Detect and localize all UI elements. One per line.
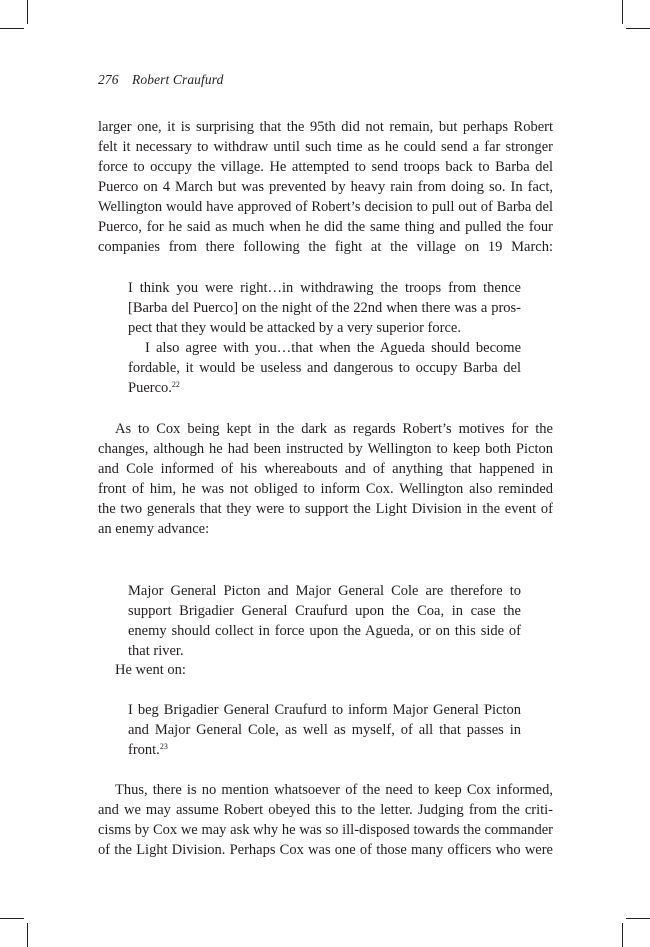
- paragraph: [98, 419, 553, 539]
- text-line: Wellington would have approved of Robert’s decision to pull out of Barba del: [98, 199, 553, 215]
- quote-line: I beg Brigadier General Craufurd to inform Major General Picton: [128, 702, 521, 718]
- text-line: the two generals that they were to support the Light Division in the event of: [98, 501, 553, 517]
- footnote-ref[interactable]: 23: [159, 742, 168, 751]
- text-line: and we may assume Robert obeyed this to the letter. Judging from the criti-: [98, 802, 553, 818]
- block-quote: [98, 278, 553, 398]
- quote-line: enemy should collect in force upon the Agueda, or on this side of: [128, 623, 521, 639]
- quote-line: that river.: [128, 643, 184, 659]
- text-line: changes, although he had been instructed by Wellington to keep both Picton: [98, 441, 553, 457]
- text-line: Thus, there is no mention whatsoever of the need to keep Cox informed,: [115, 782, 553, 798]
- text-line: cisms by Cox we may ask why he was so ill-disposed towards the commander: [98, 822, 553, 838]
- quote-line: and Major General Cole, as well as myself, of all that passes in: [128, 722, 521, 738]
- quote-line: pect that they would be attacked by a very superior force.: [128, 320, 461, 336]
- paragraph: [98, 117, 553, 257]
- quote-line: Major General Picton and Major General Cole are therefore to: [128, 583, 521, 599]
- quote-line: fordable, it would be useless and dangerous to occupy Barba del: [128, 360, 521, 376]
- quote-line: support Brigadier General Craufurd upon the Coa, in case the: [128, 603, 521, 619]
- text-line: Puerco on 4 March but was prevented by heavy rain from doing so. In fact,: [98, 179, 553, 195]
- text-line: larger one, it is surprising that the 95th did not remain, but perhaps Robert: [98, 119, 553, 135]
- text-line: an enemy advance:: [98, 521, 210, 537]
- quote-text: front.: [128, 742, 160, 758]
- crop-mark: [622, 0, 623, 24]
- block-quote: [98, 700, 553, 760]
- crop-mark: [27, 923, 28, 947]
- crop-mark: [0, 28, 24, 29]
- text-line: of the Light Division. Perhaps Cox was one of those many officers who were: [98, 842, 553, 858]
- quote-line: [98, 740, 553, 760]
- running-title: Robert Craufurd: [132, 72, 224, 87]
- quote-line: I also agree with you…that when the Agueda should become: [145, 340, 521, 356]
- text-line: front of him, he was not obliged to inform Cox. Wellington also reminded: [98, 481, 553, 497]
- text-line: force to occupy the village. He attempted to send troops back to Barba del: [98, 159, 553, 175]
- text-line: Puerco, for he said as much when he did the same thing and pulled the four: [98, 219, 553, 235]
- text-line: He went on:: [115, 662, 186, 678]
- quote-line: [98, 378, 553, 398]
- quote-text: Puerco.: [128, 380, 172, 396]
- running-head: [98, 72, 223, 88]
- quote-line: [Barba del Puerco] on the night of the 22nd when there was a pros-: [128, 300, 521, 316]
- text-line: companies from there following the fight at the village on 19 March:: [98, 239, 553, 255]
- quote-line: I think you were right…in withdrawing the troops from thence: [128, 280, 521, 296]
- crop-mark: [622, 923, 623, 947]
- crop-mark: [0, 918, 24, 919]
- block-quote: [98, 581, 553, 661]
- paragraph: [98, 780, 553, 860]
- crop-mark: [626, 918, 650, 919]
- crop-mark: [27, 0, 28, 24]
- crop-mark: [626, 28, 650, 29]
- text-line: felt it necessary to withdraw until such time as he could send a far stronger: [98, 139, 553, 155]
- text-line: and Cole informed of his whereabouts and of anything that happened in: [98, 461, 553, 477]
- paragraph: [98, 660, 553, 680]
- text-line: As to Cox being kept in the dark as regards Robert’s motives for the: [115, 421, 553, 437]
- footnote-ref[interactable]: 22: [171, 380, 180, 389]
- page-number: 276: [98, 72, 119, 87]
